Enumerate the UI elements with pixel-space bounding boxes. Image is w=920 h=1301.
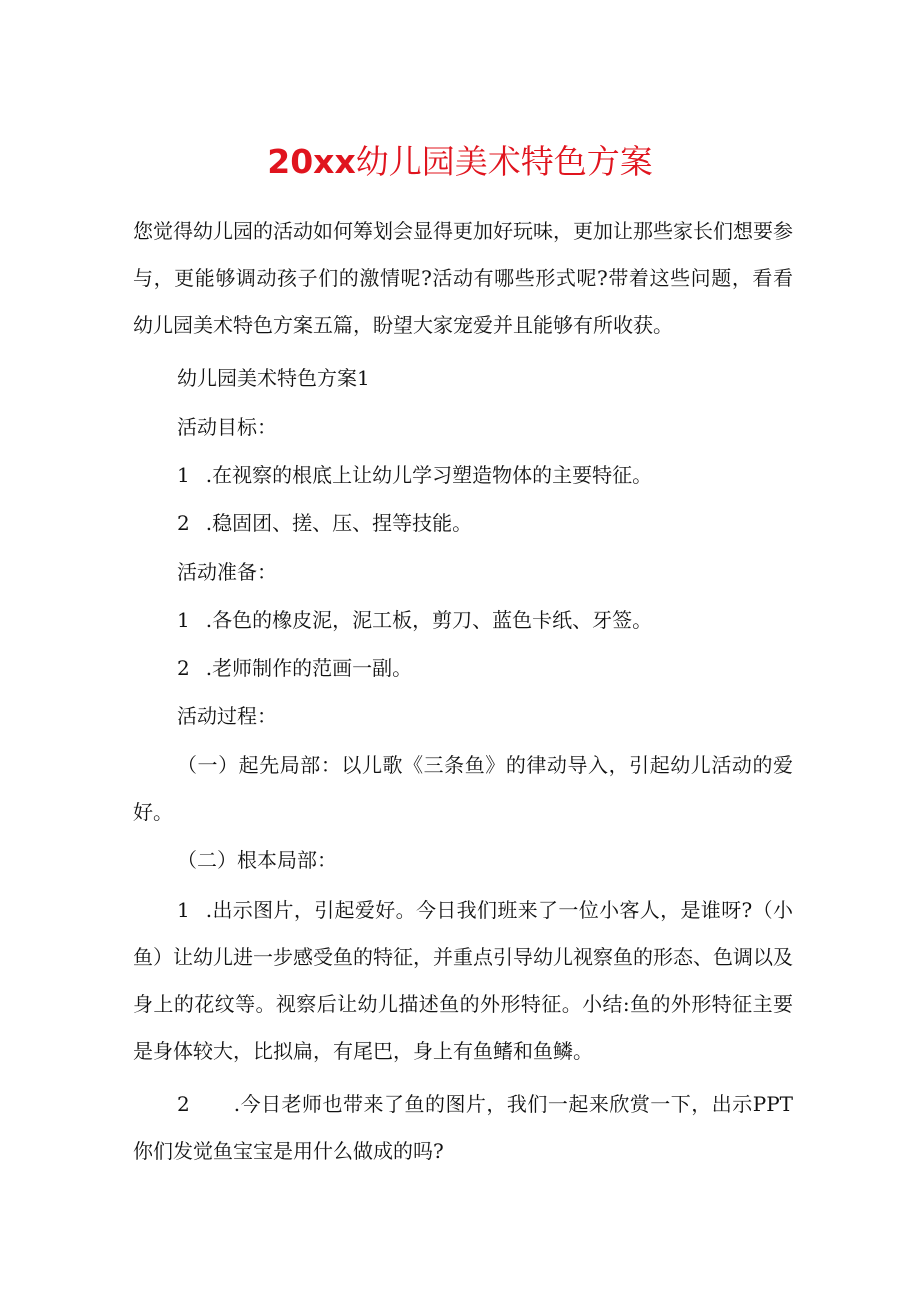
goal-text: .在视察的根底上让幼儿学习塑造物体的主要特征。 [205, 463, 653, 487]
goals-heading: 活动目标： [177, 415, 277, 439]
goal-number: 1 [177, 463, 190, 487]
step-text: .出示图片，引起爱好。今日我们班来了一位小客人，是谁呀?（小鱼）让幼儿进一步感受鱼的特征，并重点引导幼儿视察鱼的形态、色调以及身上的花纹等。视察后让幼儿描述鱼的外形特征。小结:鱼的外形特征主要是身体较大，比拟扁，有尾巴，身上有鱼鳍和鱼鳞。 [133, 898, 793, 1063]
goal-item-1 [177, 452, 793, 499]
document-title [0, 140, 920, 184]
prep-number: 2 [177, 656, 190, 680]
prep-heading: 活动准备： [177, 560, 277, 584]
process-heading: 活动过程： [177, 704, 277, 728]
step-1-paragraph [133, 887, 793, 1075]
title-main: 幼儿园美术特色方案 [355, 142, 653, 181]
step-text: .今日老师也带来了鱼的图片，我们一起来欣赏一下，出示PPT你们发觉鱼宝宝是用什么做成的吗? [133, 1092, 793, 1163]
step-2-paragraph [133, 1081, 793, 1175]
goal-item-2 [177, 500, 793, 547]
goal-text: .稳固团、搓、压、捏等技能。 [205, 511, 473, 535]
section-heading: 幼儿园美术特色方案1 [177, 366, 370, 390]
prep-number: 1 [177, 608, 190, 632]
prep-text: .老师制作的范画一副。 [205, 656, 413, 680]
prep-item-2 [177, 645, 793, 692]
process-part-2: （二）根本局部： [177, 848, 337, 872]
prep-text: .各色的橡皮泥，泥工板，剪刀、蓝色卡纸、牙签。 [205, 608, 653, 632]
step-number: 2 [177, 1092, 190, 1116]
prep-item-1 [177, 597, 793, 644]
intro-paragraph: 您觉得幼儿园的活动如何筹划会显得更加好玩味，更加让那些家长们想要参与，更能够调动孩子们的激情呢?活动有哪些形式呢?带着这些问题，看看幼儿园美术特色方案五篇，盼望大家宠爱并且能够有所收获。 [133, 219, 793, 337]
step-number: 1 [177, 898, 190, 922]
title-prefix: 20xx [267, 142, 356, 181]
goal-number: 2 [177, 511, 190, 535]
process-part-1: （一）起先局部：以儿歌《三条鱼》的律动导入，引起幼儿活动的爱好。 [133, 753, 793, 824]
